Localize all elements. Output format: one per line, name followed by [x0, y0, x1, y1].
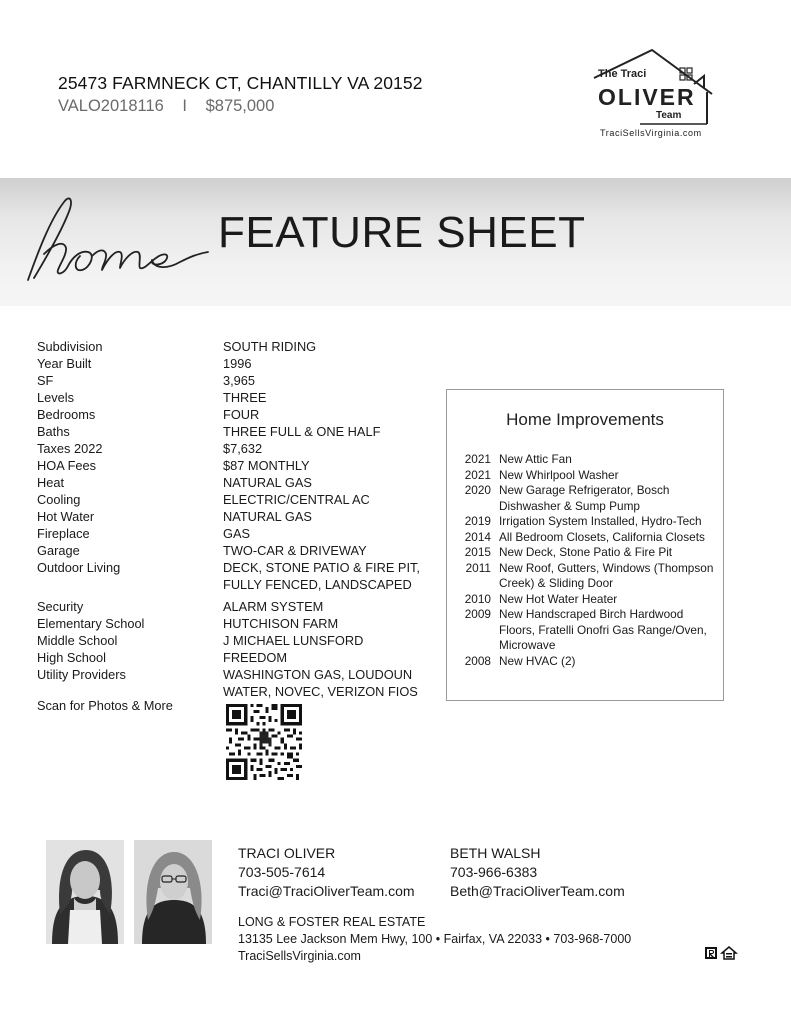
feature-label: Middle School: [37, 633, 118, 648]
feature-label: Garage: [37, 543, 80, 558]
brokerage-name: LONG & FOSTER REAL ESTATE: [238, 915, 426, 929]
agent-name: TRACI OLIVER: [238, 845, 336, 861]
feature-label: Fireplace: [37, 526, 90, 541]
property-address: 25473 FARMNECK CT, CHANTILLY VA 20152: [58, 73, 423, 93]
feature-value: [223, 338, 423, 355]
feature-label: Outdoor Living: [37, 560, 121, 575]
feature-value: [223, 491, 423, 508]
feature-row: [37, 457, 423, 474]
feature-label: HOA Fees: [37, 458, 97, 473]
feature-value: [223, 559, 423, 593]
feature-value: [223, 440, 423, 457]
feature-row: [37, 666, 423, 700]
feature-value: [223, 632, 423, 649]
improvement-text: [499, 483, 721, 514]
team-logo: [590, 48, 720, 140]
logo-url: TraciSellsVirginia.com: [600, 128, 702, 138]
brokerage-address: 13135 Lee Jackson Mem Hwy, 100 • Fairfax, VA 22033 • 703-968-7000: [238, 932, 632, 946]
feature-label: Hot Water: [37, 509, 95, 524]
improvement-line: New Handscraped Birch Hardwood: [499, 607, 684, 621]
improvement-line: All Bedroom Closets, California Closets: [499, 529, 705, 544]
improvement-year: 2019: [464, 514, 491, 528]
feature-row: [37, 525, 423, 542]
feature-value-line: $7,632: [223, 441, 263, 456]
improvement-item: [455, 483, 721, 514]
feature-value-line: FULLY FENCED, LANDSCAPED: [223, 577, 412, 592]
feature-list: [37, 338, 423, 705]
feature-label: Heat: [37, 475, 65, 490]
feature-value: [223, 355, 423, 372]
feature-row: [37, 338, 423, 355]
improvement-text: [499, 468, 721, 484]
feature-row: [37, 508, 423, 525]
agent-photo-traci: [46, 840, 124, 944]
improvement-line: Irrigation System Installed, Hydro-Tech: [499, 514, 702, 528]
improvement-text: [499, 561, 721, 592]
feature-value: [223, 508, 423, 525]
equal-housing-icon: [722, 947, 736, 959]
feature-value-line: 1996: [223, 356, 252, 371]
feature-label: High School: [37, 650, 107, 665]
improvement-item: [455, 468, 721, 484]
feature-value-line: $87 MONTHLY: [223, 458, 310, 473]
feature-value: [223, 649, 423, 666]
feature-label: Year Built: [37, 356, 92, 371]
feature-row: [37, 491, 423, 508]
improvement-line: New HVAC (2): [499, 653, 576, 668]
feature-label: Levels: [37, 390, 74, 405]
improvement-line: Floors, Fratelli Onofri Gas Range/Oven,: [499, 622, 707, 637]
improvement-line: New Whirlpool Washer: [499, 467, 619, 482]
improvement-year: 2014: [464, 529, 491, 544]
improvement-year: 2015: [464, 545, 491, 559]
feature-label: Bedrooms: [37, 407, 96, 422]
feature-value: [223, 666, 423, 700]
agent-beth: [450, 844, 625, 901]
improvement-text: [499, 654, 721, 670]
agent-email[interactable]: Traci@TraciOliverTeam.com: [238, 883, 415, 899]
listing-info: [58, 97, 274, 116]
improvement-text: [499, 452, 721, 468]
feature-row: [37, 615, 423, 632]
improvement-line: Dishwasher & Sump Pump: [499, 498, 640, 513]
feature-value-line: WATER, NOVEC, VERIZON FIOS: [223, 684, 418, 699]
feature-row: [37, 440, 423, 457]
improvement-text: [499, 592, 721, 608]
feature-value-line: TWO-CAR & DRIVEWAY: [223, 543, 367, 558]
improvement-text: [499, 530, 721, 546]
improvement-line: New Garage Refrigerator, Bosch: [499, 483, 670, 497]
feature-row: [37, 423, 423, 440]
improvement-year: 2020: [464, 483, 491, 497]
home-script-icon: [20, 192, 220, 292]
brokerage-website[interactable]: TraciSellsVirginia.com: [238, 949, 361, 963]
realtor-icon: [705, 947, 717, 959]
feature-row: [37, 649, 423, 666]
feature-row: [37, 372, 423, 389]
feature-value: [223, 406, 423, 423]
improvement-year: 2008: [464, 653, 491, 668]
agent-traci: [238, 844, 415, 901]
improvement-item: [455, 514, 721, 530]
improvement-line: Microwave: [499, 638, 556, 652]
feature-value-line: NATURAL GAS: [223, 475, 312, 490]
agent-email[interactable]: Beth@TraciOliverTeam.com: [450, 883, 625, 899]
page-title: FEATURE SHEET: [218, 208, 586, 257]
feature-value-line: SOUTH RIDING: [223, 339, 317, 354]
agent-name: BETH WALSH: [450, 845, 541, 861]
logo-team: Team: [656, 110, 682, 121]
improvement-item: [455, 607, 721, 654]
feature-value: [223, 389, 423, 406]
feature-label: Security: [37, 599, 84, 614]
feature-label: Elementary School: [37, 616, 145, 631]
feature-value: [223, 423, 423, 440]
feature-value: [223, 598, 423, 615]
feature-label: Taxes 2022: [37, 441, 103, 456]
mls-number: VALO2018116: [58, 97, 164, 115]
improvements-list: [455, 452, 721, 669]
feature-value-line: J MICHAEL LUNSFORD: [223, 633, 364, 648]
feature-label: SF: [37, 373, 54, 388]
improvement-item: [455, 592, 721, 608]
compliance-logos: [704, 946, 740, 960]
feature-row: [37, 389, 423, 406]
feature-value-line: FREEDOM: [223, 650, 287, 665]
improvement-text: [499, 514, 721, 530]
feature-value-line: THREE FULL & ONE HALF: [223, 424, 381, 439]
agent-phone[interactable]: 703-505-7614: [238, 864, 326, 880]
brokerage-info: [238, 914, 631, 965]
feature-label: Subdivision: [37, 339, 103, 354]
improvement-line: New Attic Fan: [499, 452, 572, 466]
feature-value-line: FOUR: [223, 407, 260, 422]
feature-row: [37, 406, 423, 423]
feature-row: [37, 559, 423, 593]
agent-photo-beth: [134, 840, 212, 944]
feature-value: [223, 525, 423, 542]
improvement-item: [455, 545, 721, 561]
agent-phone[interactable]: 703-966-6383: [450, 864, 538, 880]
feature-value-line: GAS: [223, 526, 251, 541]
scan-label: Scan for Photos & More: [37, 698, 173, 713]
improvement-year: 2009: [464, 607, 491, 621]
improvement-item: [455, 530, 721, 546]
feature-row: [37, 474, 423, 491]
feature-value-line: THREE: [223, 390, 267, 405]
improvement-line: New Hot Water Heater: [499, 591, 618, 606]
feature-value-line: ALARM SYSTEM: [223, 599, 324, 614]
improvement-item: [455, 654, 721, 670]
improvement-text: [499, 607, 721, 654]
feature-value-line: WASHINGTON GAS, LOUDOUN: [223, 667, 413, 682]
improvements-title: Home Improvements: [506, 410, 664, 429]
improvement-line: New Deck, Stone Patio & Fire Pit: [499, 545, 673, 559]
feature-value: [223, 542, 423, 559]
feature-row: [37, 632, 423, 649]
home-improvements-box: [446, 389, 724, 701]
improvement-item: [455, 561, 721, 592]
improvement-year: 2021: [464, 467, 491, 482]
improvement-year: 2011: [465, 560, 491, 575]
list-price: $875,000: [205, 97, 275, 115]
feature-value: [223, 474, 423, 491]
feature-value-line: ELECTRIC/CENTRAL AC: [223, 492, 370, 507]
feature-row: [37, 598, 423, 615]
feature-label: Cooling: [37, 492, 81, 507]
improvement-year: 2010: [464, 591, 491, 606]
feature-label: Utility Providers: [37, 667, 126, 682]
feature-value-line: NATURAL GAS: [223, 509, 312, 524]
feature-sheet-banner: [0, 178, 791, 306]
improvement-item: [455, 452, 721, 468]
feature-value-line: 3,965: [223, 373, 256, 388]
logo-the-traci: The Traci: [598, 68, 647, 80]
improvement-line: New Roof, Gutters, Windows (Thompson: [499, 560, 714, 575]
feature-row: [37, 542, 423, 559]
feature-value-line: HUTCHISON FARM: [223, 616, 339, 631]
feature-label: Baths: [37, 424, 70, 439]
feature-value: [223, 372, 423, 389]
logo-oliver: OLIVER: [598, 84, 696, 110]
improvement-year: 2021: [464, 452, 491, 466]
feature-value: [223, 615, 423, 632]
feature-value-line: DECK, STONE PATIO & FIRE PIT,: [223, 560, 420, 575]
separator: I: [182, 97, 187, 115]
improvement-line: Creek) & Sliding Door: [499, 576, 614, 590]
improvement-text: [499, 545, 721, 561]
feature-row: [37, 355, 423, 372]
qr-code-icon[interactable]: [226, 704, 302, 780]
feature-value: [223, 457, 423, 474]
